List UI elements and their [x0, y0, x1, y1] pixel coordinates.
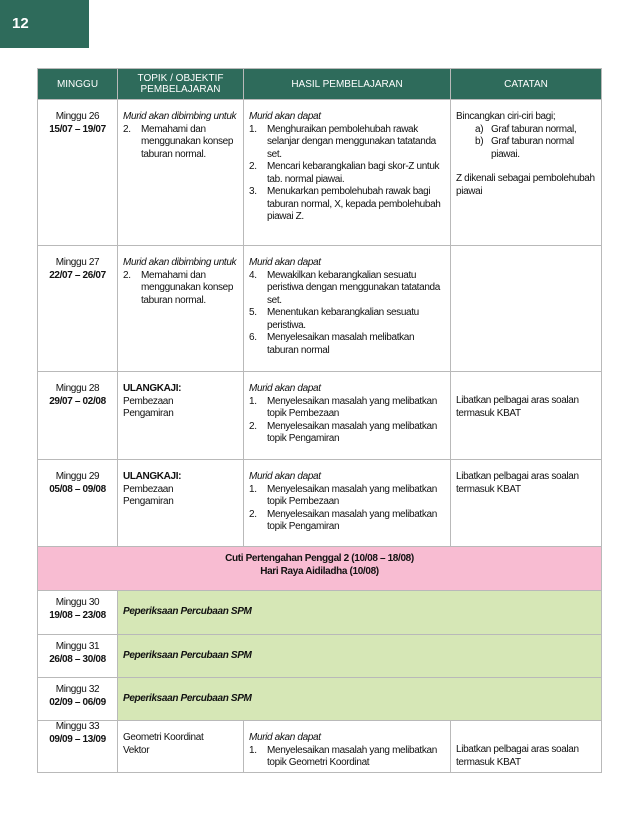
note-text: Libatkan pelbagai aras soalan termasuk KBAT [456, 395, 579, 419]
week-cell [38, 721, 118, 773]
topic-heading: ULANGKAJI: [123, 471, 182, 482]
list-item: 2. Memahami dan menggunakan konsep taburan normal. [123, 123, 234, 160]
holiday-cell [38, 547, 602, 591]
header-minggu: MINGGU [38, 69, 118, 100]
table-row [38, 100, 602, 246]
week-cell [38, 246, 118, 372]
outcome-cell [244, 721, 451, 773]
note-cell [451, 100, 602, 246]
week-dates: 26/08 – 30/08 [49, 653, 106, 665]
page-number: 12 [12, 15, 29, 32]
outcome-intro: Murid akan dapat [249, 732, 321, 743]
note-extra: Z dikenali sebagai pembolehubah piawai [456, 173, 595, 197]
holiday-line-2: Hari Raya Aidiladha (10/08) [260, 565, 379, 577]
week-label: Minggu 28 [55, 383, 100, 394]
schedule-table [37, 68, 602, 773]
list-item: 4. Mewakilkan kebarangkalian sesuatu peristiwa dengan menggunakan tatatanda set. [249, 269, 440, 306]
list-item: 1. Menyelesaikan masalah yang melibatkan topik Pembezaan [249, 483, 437, 507]
note-cell [451, 460, 602, 547]
list-item: 1. Menyelesaikan masalah yang melibatkan topik Pembezaan [249, 395, 437, 419]
topic-cell [118, 721, 244, 773]
table-row [38, 372, 602, 460]
week-dates: 02/09 – 06/09 [49, 696, 106, 708]
header-catatan: CATATAN [451, 69, 602, 100]
topic-intro: Murid akan dibimbing untuk [123, 257, 237, 268]
topic-line: Pembezaan [123, 483, 174, 495]
outcome-cell [244, 372, 451, 460]
topic-cell [118, 246, 244, 372]
list-item: 2. Memahami dan menggunakan konsep taburan normal. [123, 269, 234, 306]
exam-label: Peperiksaan Percubaan SPM [118, 635, 602, 678]
exam-label: Peperiksaan Percubaan SPM [118, 678, 602, 721]
week-dates: 15/07 – 19/07 [49, 123, 106, 135]
list-item: a) Graf taburan normal, [475, 123, 577, 135]
note-cell [451, 372, 602, 460]
week-cell [38, 100, 118, 246]
list-item: 2. Menyelesaikan masalah yang melibatkan topik Pengamiran [249, 420, 437, 444]
outcome-intro: Murid akan dapat [249, 111, 321, 122]
topic-cell [118, 372, 244, 460]
outcome-cell [244, 100, 451, 246]
topic-heading: ULANGKAJI: [123, 383, 182, 394]
week-label: Minggu 27 [55, 257, 100, 268]
week-dates: 19/08 – 23/08 [49, 609, 106, 621]
header-topik: TOPIK / OBJEKTIF PEMBELAJARAN [118, 69, 244, 100]
topic-line: Vektor [123, 744, 150, 756]
week-cell [38, 635, 118, 678]
holiday-row [38, 547, 602, 591]
week-dates: 29/07 – 02/08 [49, 395, 106, 407]
topic-line: Geometri Koordinat [123, 732, 204, 743]
week-cell [38, 372, 118, 460]
note-text: Libatkan pelbagai aras soalan termasuk KBAT [456, 744, 579, 768]
week-label: Minggu 26 [55, 111, 100, 122]
outcome-cell [244, 246, 451, 372]
holiday-line-1: Cuti Pertengahan Penggal 2 (10/08 – 18/08) [225, 553, 414, 564]
week-cell [38, 678, 118, 721]
exam-row [38, 678, 602, 721]
week-label: Minggu 29 [55, 471, 100, 482]
exam-label: Peperiksaan Percubaan SPM [118, 591, 602, 635]
list-item: 1. Menyelesaikan masalah yang melibatkan topik Geometri Koordinat [249, 744, 437, 768]
week-dates: 05/08 – 09/08 [49, 483, 106, 495]
week-label: Minggu 31 [55, 641, 100, 652]
outcome-intro: Murid akan dapat [249, 383, 321, 394]
week-cell [38, 460, 118, 547]
note-cell [451, 721, 602, 773]
table-row [38, 721, 602, 773]
week-dates: 22/07 – 26/07 [49, 269, 106, 281]
outcome-intro: Murid akan dapat [249, 257, 321, 268]
list-item: 5. Menentukan kebarangkalian sesuatu peristiwa. [249, 307, 419, 331]
topic-line: Pengamiran [123, 496, 174, 507]
list-item: b) Graf taburan normal piawai. [475, 136, 574, 160]
note-text: Libatkan pelbagai aras soalan termasuk KBAT [456, 471, 579, 495]
header-hasil: HASIL PEMBELAJARAN [244, 69, 451, 100]
outcome-cell [244, 460, 451, 547]
topic-line: Pengamiran [123, 408, 174, 419]
list-item: 3. Menukarkan pembolehubah rawak bagi taburan normal, X, kepada pembolehubah piawai Z. [249, 186, 441, 222]
table-row [38, 460, 602, 547]
topic-cell [118, 460, 244, 547]
note-cell [451, 246, 602, 372]
exam-row [38, 591, 602, 635]
table-row [38, 246, 602, 372]
page-number-box [0, 0, 89, 48]
list-item: 2. Mencari kebarangkalian bagi skor-Z untuk tab. normal piawai. [249, 161, 440, 185]
note-intro: Bincangkan ciri-ciri bagi; [456, 111, 556, 122]
exam-row [38, 635, 602, 678]
week-label: Minggu 33 [55, 721, 100, 732]
outcome-intro: Murid akan dapat [249, 471, 321, 482]
week-label: Minggu 30 [55, 597, 100, 608]
list-item: 6. Menyelesaikan masalah melibatkan taburan normal [249, 332, 415, 356]
topic-line: Pembezaan [123, 395, 174, 407]
week-dates: 09/09 – 13/09 [49, 733, 106, 745]
topic-cell [118, 100, 244, 246]
topic-intro: Murid akan dibimbing untuk [123, 111, 237, 122]
list-item: 1. Menghuraikan pembolehubah rawak selanjar dengan menggunakan tatatanda set. [249, 123, 436, 160]
list-item: 2. Menyelesaikan masalah yang melibatkan topik Pengamiran [249, 508, 437, 532]
header-row [38, 69, 602, 100]
week-cell [38, 591, 118, 635]
week-label: Minggu 32 [55, 684, 100, 695]
